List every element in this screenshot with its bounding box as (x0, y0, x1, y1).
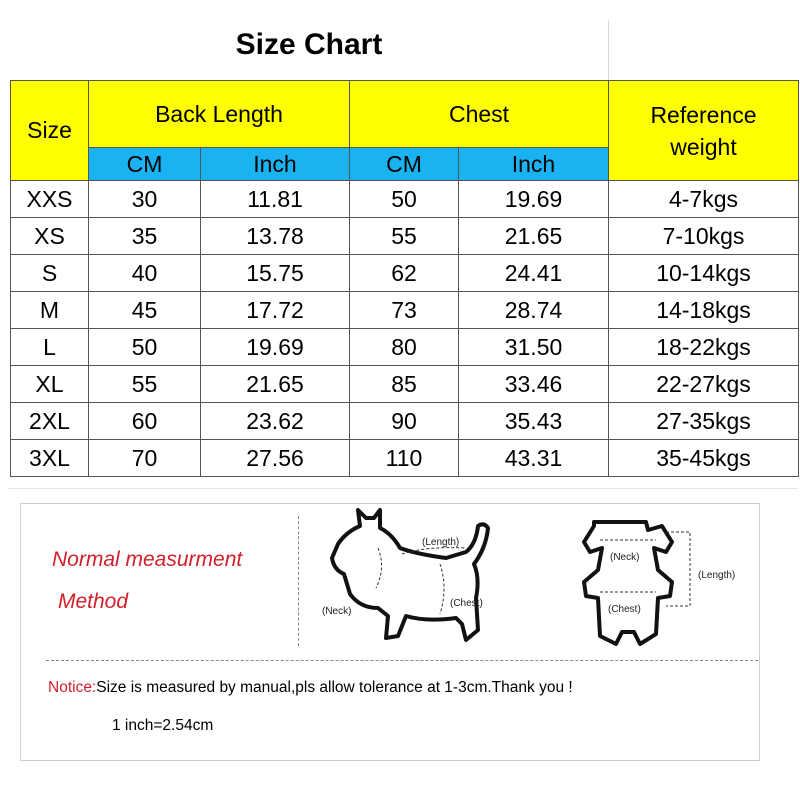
cell-back-cm: 60 (89, 403, 201, 440)
cell-size: XL (11, 366, 89, 403)
cell-size: M (11, 292, 89, 329)
cell-chest-cm: 85 (350, 366, 459, 403)
header-reference-line2: weight (670, 133, 737, 160)
cell-back-cm: 70 (89, 440, 201, 477)
header-size: Size (11, 81, 89, 181)
table-row (11, 329, 799, 366)
measurement-subtitle: Method (58, 590, 129, 613)
cell-chest-cm: 55 (350, 218, 459, 255)
table-row (11, 181, 799, 218)
header-chest: Chest (350, 81, 609, 148)
cell-back-cm: 50 (89, 329, 201, 366)
cell-chest-cm: 90 (350, 403, 459, 440)
cell-chest-cm: 50 (350, 181, 459, 218)
cell-weight: 35-45kgs (609, 440, 799, 477)
cell-back-inch: 23.62 (201, 403, 350, 440)
header-reference-weight (609, 81, 799, 181)
garment-chest-label: (Chest) (608, 604, 641, 615)
cell-weight: 4-7kgs (609, 181, 799, 218)
cell-chest-inch: 24.41 (459, 255, 609, 292)
garment-neck-label: (Neck) (610, 552, 640, 563)
cell-back-inch: 13.78 (201, 218, 350, 255)
garment-length-label: (Length) (698, 570, 736, 581)
dog-diagram (316, 508, 516, 658)
cell-back-inch: 19.69 (201, 329, 350, 366)
cell-back-cm: 40 (89, 255, 201, 292)
dog-outline (332, 510, 488, 640)
notice-body: Size is measured by manual,pls allow tolerance at 1-3cm.Thank you ! (96, 679, 573, 696)
cell-chest-inch: 31.50 (459, 329, 609, 366)
guide-line (608, 20, 609, 80)
cell-size: XS (11, 218, 89, 255)
size-chart-table (10, 80, 799, 477)
cell-back-cm: 30 (89, 181, 201, 218)
header-back-length: Back Length (89, 81, 350, 148)
unit-back-inch: Inch (201, 148, 350, 181)
cell-weight: 7-10kgs (609, 218, 799, 255)
cell-size: 3XL (11, 440, 89, 477)
cell-back-cm: 45 (89, 292, 201, 329)
dog-neck-line (376, 548, 382, 588)
dog-length-label: (Length) (422, 537, 460, 548)
divider (8, 488, 798, 489)
table-row (11, 403, 799, 440)
cell-back-inch: 15.75 (201, 255, 350, 292)
table-header-row (11, 81, 799, 148)
cell-weight: 10-14kgs (609, 255, 799, 292)
unit-back-cm: CM (89, 148, 201, 181)
cell-size: 2XL (11, 403, 89, 440)
cell-chest-cm: 62 (350, 255, 459, 292)
notice-label: Notice: (48, 679, 97, 696)
dashed-divider-horizontal (46, 660, 758, 661)
cell-weight: 22-27kgs (609, 366, 799, 403)
cell-chest-inch: 35.43 (459, 403, 609, 440)
cell-weight: 27-35kgs (609, 403, 799, 440)
table-row (11, 440, 799, 477)
cell-chest-cm: 80 (350, 329, 459, 366)
notice-text (48, 679, 573, 697)
cell-chest-inch: 19.69 (459, 181, 609, 218)
header-reference-line1: Reference (650, 101, 757, 128)
cell-size: L (11, 329, 89, 366)
dog-neck-label: (Neck) (322, 606, 352, 617)
table-row (11, 255, 799, 292)
table-row (11, 218, 799, 255)
table-row (11, 366, 799, 403)
table-row (11, 292, 799, 329)
garment-diagram (566, 512, 766, 652)
cell-weight: 14-18kgs (609, 292, 799, 329)
inch-conversion: 1 inch=2.54cm (112, 717, 214, 734)
dog-chest-label: (Chest) (450, 598, 483, 609)
cell-chest-cm: 73 (350, 292, 459, 329)
cell-weight: 18-22kgs (609, 329, 799, 366)
cell-chest-inch: 28.74 (459, 292, 609, 329)
cell-back-cm: 55 (89, 366, 201, 403)
unit-chest-cm: CM (350, 148, 459, 181)
cell-back-inch: 11.81 (201, 181, 350, 218)
cell-back-inch: 27.56 (201, 440, 350, 477)
dog-chest-line (440, 564, 444, 614)
dashed-divider-vertical (298, 516, 299, 646)
unit-chest-inch: Inch (459, 148, 609, 181)
cell-chest-inch: 21.65 (459, 218, 609, 255)
cell-size: XXS (11, 181, 89, 218)
page-title: Size Chart (235, 28, 383, 61)
table-body (11, 181, 799, 477)
cell-back-inch: 21.65 (201, 366, 350, 403)
cell-chest-inch: 43.31 (459, 440, 609, 477)
cell-back-inch: 17.72 (201, 292, 350, 329)
cell-chest-inch: 33.46 (459, 366, 609, 403)
cell-chest-cm: 110 (350, 440, 459, 477)
measurement-title: Normal measurment (52, 548, 243, 571)
cell-back-cm: 35 (89, 218, 201, 255)
cell-size: S (11, 255, 89, 292)
